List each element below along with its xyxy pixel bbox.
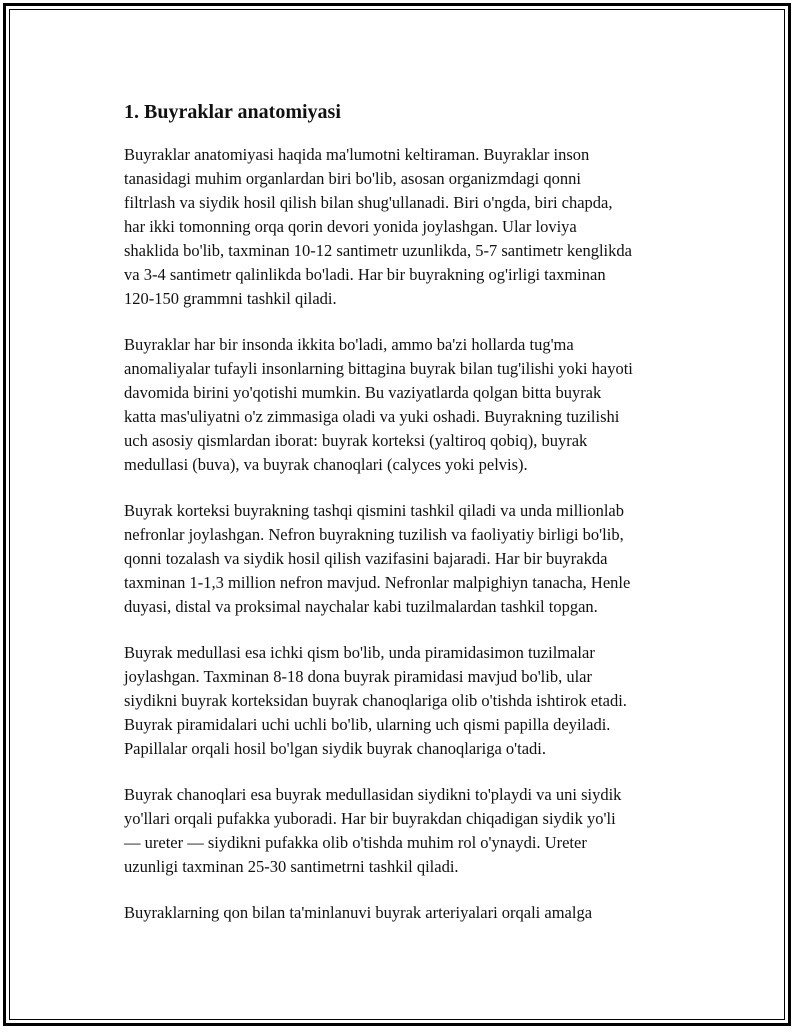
paragraph-6: Buyraklarning qon bilan ta'minlanuvi buyrak arteriyalari orqali amalga: [124, 903, 593, 922]
paragraph-2: Buyraklar har bir insonda ikkita bo'ladi, ammo ba'zi hollarda tug'ma anomaliyalar tufayli insonlarning bittagina buyrak bilan tug'ilishi yoki hayoti davomida birini yo'qotishi mumkin. Bu vaziyatlarda qolgan bitta buyrak katta mas'uliyatni o'z zimmasiga oladi va yuki oshadi. Buyrakning tuzilishi uch asosiy qismlardan iborat: buyrak korteksi (yaltiroq qobiq), buyrak medullasi (buva), va buyrak chanoqlari (calyces yoki pelvis).: [124, 335, 633, 474]
paragraph-4: Buyrak medullasi esa ichki qism bo'lib, unda piramidasimon tuzilmalar joylashgan. Taxminan 8-18 dona buyrak piramidasi mavjud bo'lib, ular siydikni buyrak korteksidan buyrak chanoqlariga olib o'tishda ishtirok etadi. Buyrak piramidalari uchi uchli bo'lib, ularning uch qismi papilla deyiladi. Papillalar orqali hosil bo'lgan siydik buyrak chanoqlariga o'tadi.: [124, 643, 627, 758]
paragraph-3: Buyrak korteksi buyrakning tashqi qismini tashkil qiladi va unda millionlab nefronlar joylashgan. Nefron buyrakning tuzilish va faoliyatiy birligi bo'lib, qonni tozalash va siydik hosil qilish vazifasini bajaradi. Har bir buyrakda taxminan 1-1,3 million nefron mavjud. Nefronlar malpighiyn tanacha, Henle duyasi, distal va proksimal naychalar kabi tuzilmalardan tashkil topgan.: [124, 501, 631, 616]
section-title: 1. Buyraklar anatomiyasi: [124, 101, 341, 123]
paragraph-1: Buyraklar anatomiyasi haqida ma'lumotni keltiraman. Buyraklar inson tanasidagi muhim organlardan biri bo'lib, asosan organizmdagi qonni filtrlash va siydik hosil qilish bilan shug'ullanadi. Biri o'ngda, biri chapda, har ikki tomonning orqa qorin devori yonida joylashgan. Ular loviya shaklida bo'lib, taxminan 10-12 santimetr uzunlikda, 5-7 santimetr kenglikda va 3-4 santimetr qalinlikda bo'ladi. Har bir buyrakning og'irligi taxminan 120-150 grammni tashkil qiladi.: [124, 145, 632, 308]
page-frame: [3, 3, 791, 1026]
paragraph-5: Buyrak chanoqlari esa buyrak medullasidan siydikni to'playdi va uni siydik yo'llari orqali pufakka yuboradi. Har bir buyrakdan chiqadigan siydik yo'li — ureter — siydikni pufakka olib o'tishda muhim rol o'ynaydi. Ureter uzunligi taxminan 25-30 santimetrni tashkil qiladi.: [124, 785, 622, 876]
document-body: [124, 99, 704, 947]
